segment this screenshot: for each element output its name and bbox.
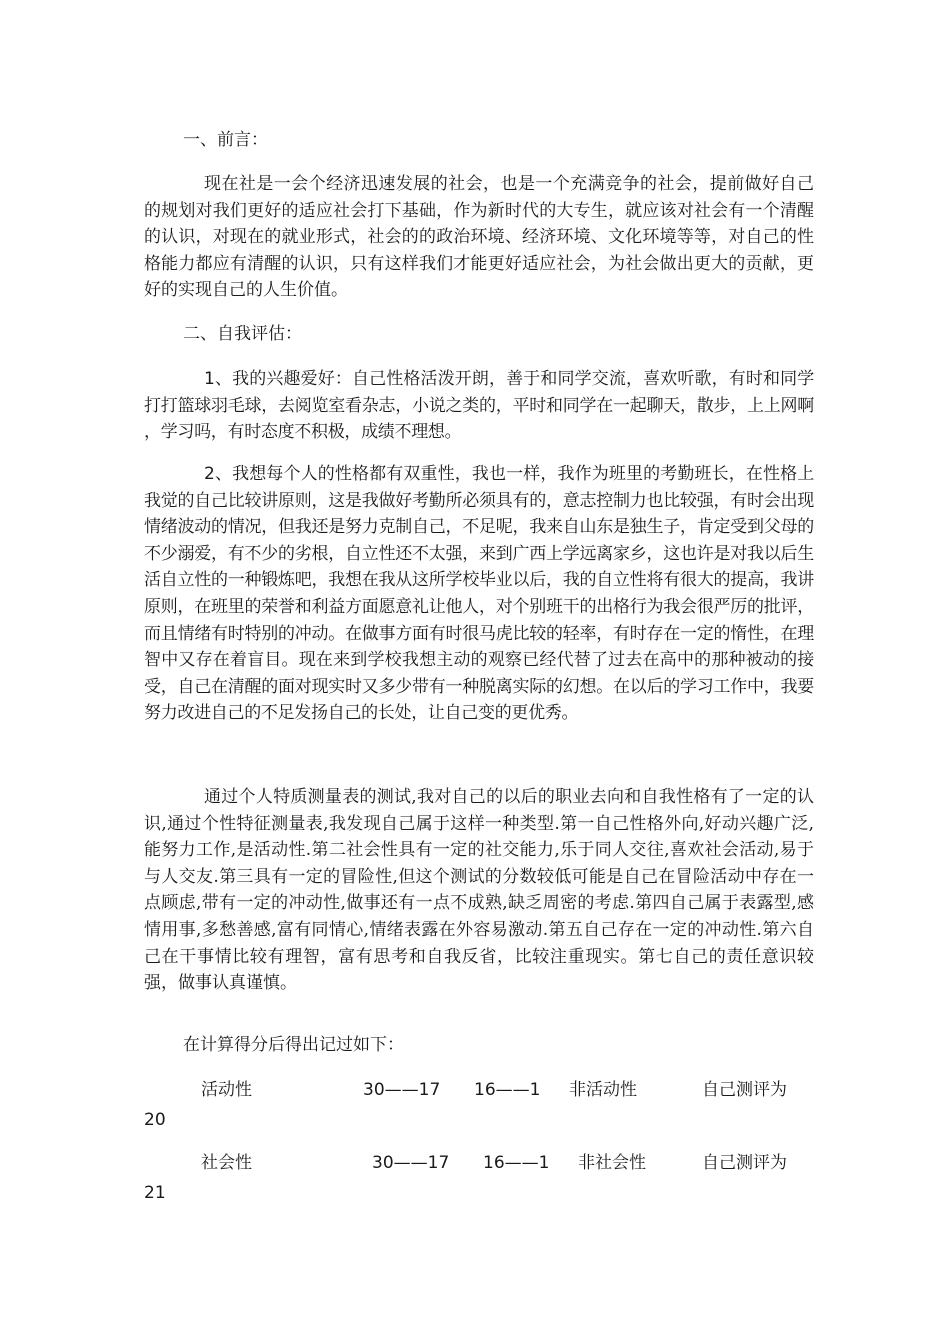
personality-paragraph: 2、我想每个人的性格都有双重性，我也一样，我作为班里的考勤班长，在性格上我觉的自己比较讲原则，这是我做好考勤所必须具有的，意志控制力也比较强，有时会出现情绪波动的情况，但我还是努力克制自己，不足呢，我来自山东是独生子，肯定受到父母的不少溺爱，有不少的劣根，自立性还不太强，来到广西上学远离家乡，这也许是对我以后生活自立性的一种锻炼吧，我想在我从这所学校毕业以后，我的自立性将有很大的提高，我讲原则，在班里的荣誉和利益方面愿意礼让他人，对个别班干的出格行为我会很严厉的批评，而且情绪有时特别的冲动。在做事方面有时很马虎比较的轻率，有时存在一定的惰性，在理智中又存在着盲目。现在来到学校我想主动的观察已经代替了过去在高中的那种被动的接受，自己在清醒的面对现实时又多少带有一种脱离实际的幻想。在以后的学习工作中，我要努力改进自己的不足发扬自己的长处，让自己变的更优秀。 — [144, 464, 814, 724]
score-opposite: 非社会性 — [578, 1153, 646, 1173]
score-high-range: 30——17 — [363, 1080, 441, 1100]
score-trait: 活动性 — [201, 1080, 252, 1100]
score-value: 20 — [144, 1110, 166, 1130]
score-value: 21 — [144, 1183, 166, 1203]
score-self-label: 自己测评为 — [702, 1080, 787, 1100]
interest-paragraph: 1、我的兴趣爱好：自己性格活泼开朗，善于和同学交流，喜欢听歌，有时和同学打打篮球羽毛球，去阅览室看杂志，小说之类的，平时和同学在一起聊天，散步，上上网啊 ，学习吗，有时态度不积极，成绩不理想。 — [144, 369, 814, 443]
score-row-social — [144, 1151, 824, 1211]
score-self-label: 自己测评为 — [702, 1153, 787, 1173]
score-trait: 社会性 — [201, 1153, 252, 1173]
score-row-activity — [144, 1078, 824, 1138]
score-low-range: 16——1 — [474, 1080, 541, 1100]
test-result-paragraph: 通过个人特质测量表的测试,我对自己的以后的职业去向和自我性格有了一定的认识,通过个性特征测量表,我发现自己属于这样一种类型.第一自己性格外向,好动兴趣广泛,能努力工作,是活动性.第二社会性具有一定的社交能力,乐于同人交往,喜欢社会活动,易于与人交友.第三具有一定的冒险性,但这个测试的分数较低可能是自己在冒险活动中存在一点顾虑,带有一定的冲动性,做事还有一点不成熟,缺乏周密的考虑.第四自己属于表露型,感情用事,多愁善感,富有同情心,情绪表露在外容易激动.第五自己存在一定的冲动性.第六自己在干事情比较有理智，富有思考和自我反省，比较注重现实。第七自己的责任意识较强，做事认真谨慎。 — [144, 787, 814, 994]
results-intro: 在计算得分后得出记过如下： — [183, 1035, 404, 1055]
score-low-range: 16——1 — [483, 1153, 550, 1173]
preface-heading: 一、前言： — [183, 130, 268, 150]
score-opposite: 非活动性 — [569, 1080, 637, 1100]
score-high-range: 30——17 — [372, 1153, 450, 1173]
self-assessment-heading: 二、自我评估： — [183, 324, 302, 344]
preface-paragraph: 现在社是一会个经济迅速发展的社会，也是一个充满竞争的社会，提前做好自己的规划对我们更好的适应社会打下基础，作为新时代的大专生，就应该对社会有一个清醒的认识，对现在的就业形式，社会的的政治环境、经济环境、文化环境等等，对自己的性格能力都应有清醒的认识，只有这样我们才能更好适应社会，为社会做出更大的贡献，更好的实现自己的人生价值。 — [144, 174, 814, 301]
